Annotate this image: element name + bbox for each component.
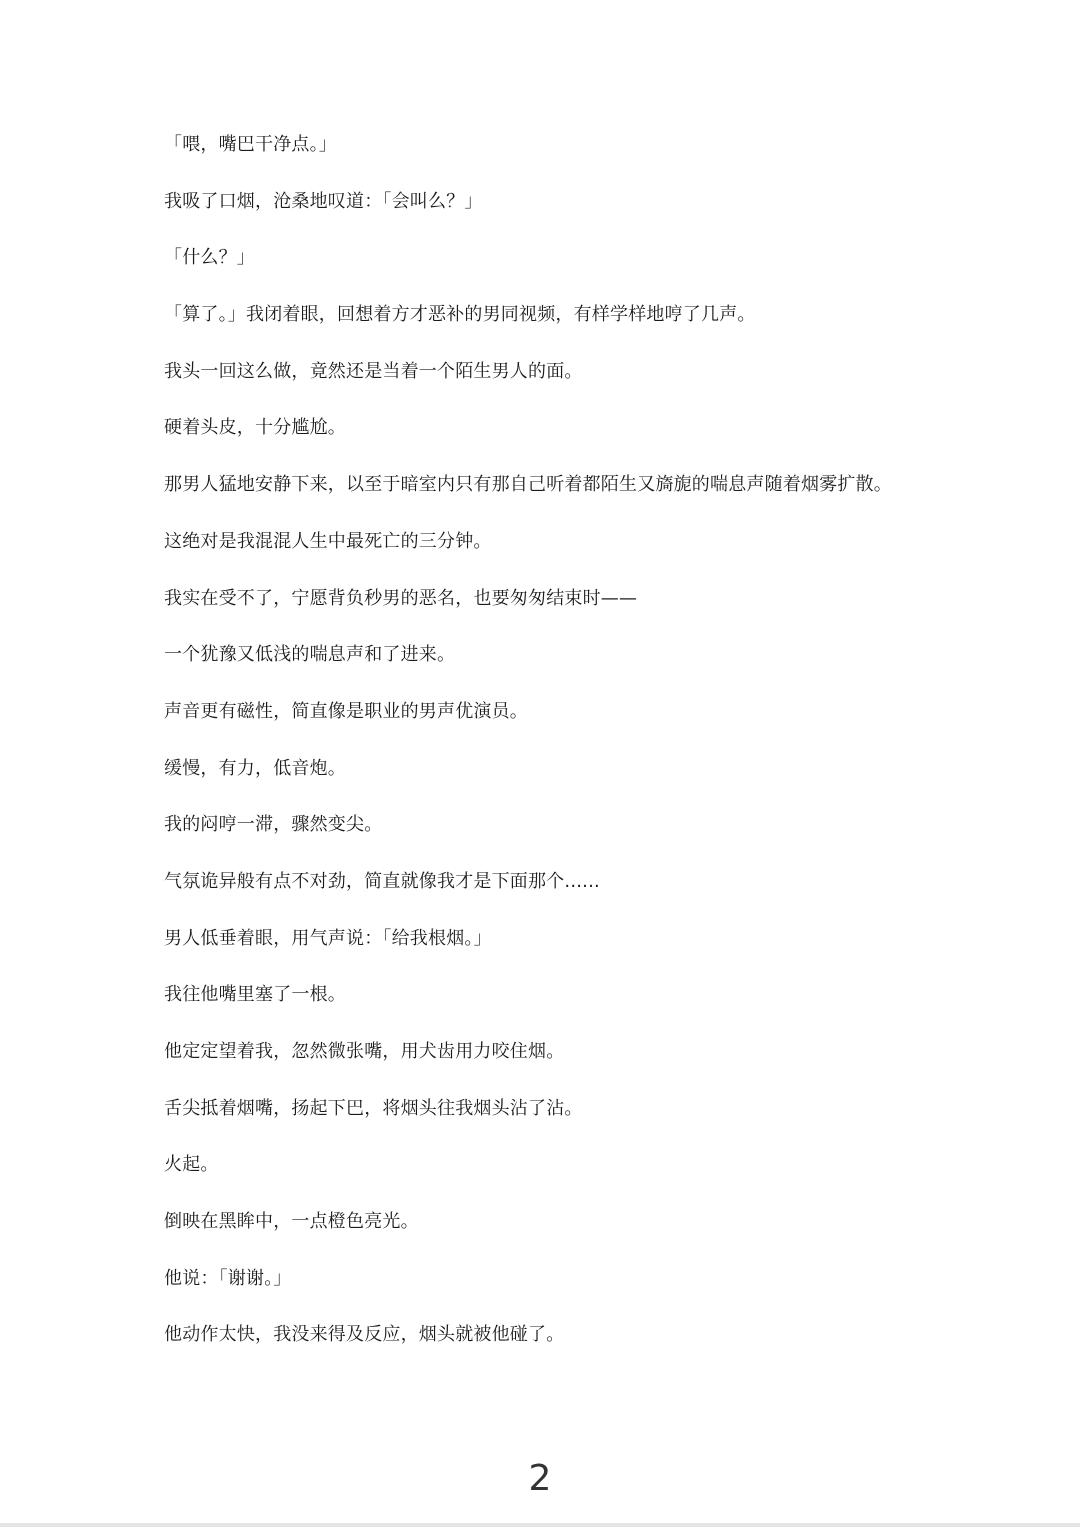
paragraph: 男人低垂着眼，用气声说：「给我根烟。」	[164, 927, 492, 949]
paragraph: 「算了。」我闭着眼，回想着方才恶补的男同视频，有样学样地哼了几声。	[164, 304, 756, 326]
paragraph: 缓慢，有力，低音炮。	[164, 757, 346, 779]
paragraph: 他动作太快，我没来得及反应，烟头就被他碰了。	[164, 1324, 565, 1346]
paragraph: 倒映在黑眸中，一点橙色亮光。	[164, 1211, 419, 1233]
paragraph: 舌尖抵着烟嘴，扬起下巴，将烟头往我烟头沾了沾。	[164, 1097, 583, 1119]
paragraph: 「喂，嘴巴干净点。」	[164, 134, 337, 155]
paragraph: 他说：「谢谢。」	[164, 1267, 292, 1289]
paragraph: 声音更有磁性，简直像是职业的男声优演员。	[164, 700, 528, 722]
paragraph: 我头一回这么做，竟然还是当着一个陌生男人的面。	[164, 360, 583, 382]
page-bottom-divider	[0, 1523, 1080, 1527]
paragraph: 那男人猛地安静下来，以至于暗室内只有那自己听着都陌生又旖旎的喘息声随着烟雾扩散。	[164, 474, 892, 496]
paragraph: 我吸了口烟，沧桑地叹道：「会叫么？」	[164, 190, 483, 212]
paragraph: 硬着头皮，十分尴尬。	[164, 417, 346, 439]
paragraph: 「什么？」	[164, 247, 255, 269]
paragraph: 我的闷哼一滞，骤然变尖。	[164, 814, 383, 836]
page-number: 2	[528, 1458, 552, 1499]
paragraph: 气氛诡异般有点不对劲，简直就像我才是下面那个......	[164, 870, 600, 892]
text-body	[164, 129, 964, 1376]
paragraph: 火起。	[164, 1154, 219, 1176]
paragraph: 我往他嘴里塞了一根。	[164, 984, 346, 1006]
paragraph: 一个犹豫又低浅的喘息声和了进来。	[164, 644, 456, 666]
paragraph: 这绝对是我混混人生中最死亡的三分钟。	[164, 530, 492, 552]
paragraph: 他定定望着我，忽然微张嘴，用犬齿用力咬住烟。	[164, 1041, 565, 1062]
paragraph: 我实在受不了，宁愿背负秒男的恶名，也要匆匆结束时——	[164, 587, 638, 609]
